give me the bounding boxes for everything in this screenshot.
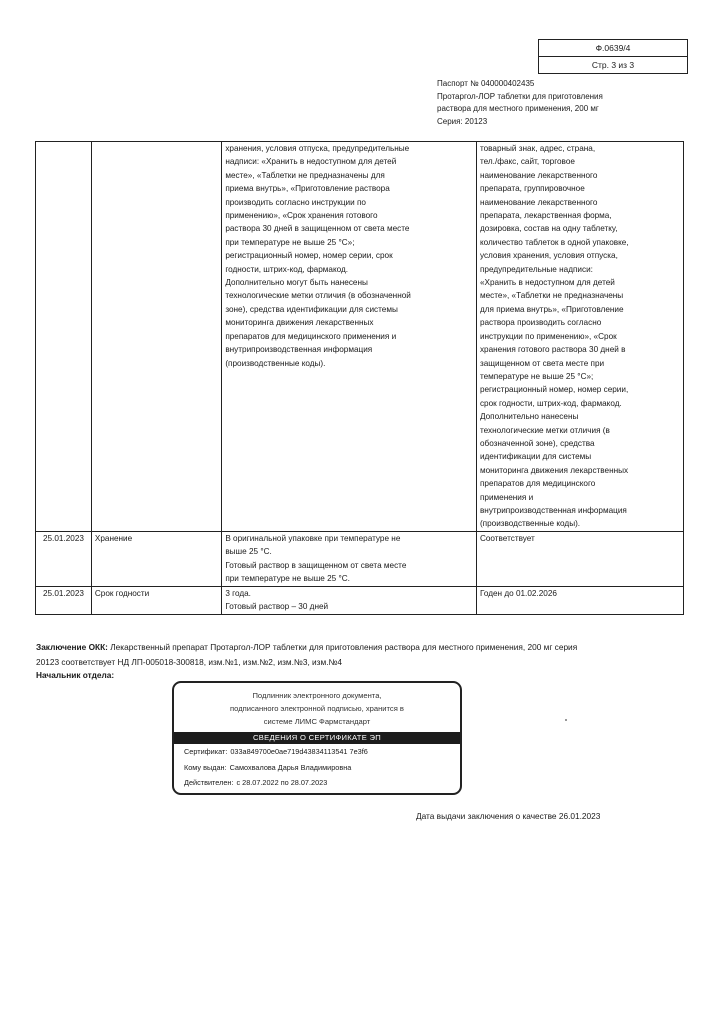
table-row (36, 532, 684, 587)
cell-date (36, 142, 92, 532)
quality-table (35, 141, 684, 615)
passport-header (437, 78, 603, 128)
issue-date: Дата выдачи заключения о качестве 26.01.2023 (416, 811, 601, 821)
stamp-text: Подлинник электронного документа, подписанного электронной подписью, хранится в системе ЛИМС Фармстандарт (230, 691, 404, 726)
cell-requirement: 3 года. Готовый раствор – 30 дней (222, 586, 477, 614)
cell-result: Годен до 01.02.2026 (476, 586, 683, 614)
electronic-signature-stamp (172, 681, 462, 795)
page-number: Стр. 3 из 3 (539, 56, 687, 73)
cell-result: товарный знак, адрес, страна, тел./факс, сайт, торговое наименование лекарственного препарата, группировочное наименование лекарственного препарата, лекарственная форма, дозировка, состав на одну таблетку, количество таблеток в одной упаковке, условия хранения, условия отпуска, предупредительные надписи: «Хранить в недоступном для детей месте», «Таблетки не предназначены для приема внутрь», «Приготовление раствора производить согласно инструкции по применению», «Срок хранения готового раствора 30 дней в защищенном от света месте при температуре не выше 25 °С»; регистрационный номер, номер серии, срок годности, штрих-код, фармакод. Дополнительно нанесены технологические метки отличия (в обозначенной зоне), средства идентификации для системы мониторинга движения лекарственных препаратов для медицинского применения и внутрипроизводственная информация (производственные коды). (476, 142, 683, 532)
cell-result: Соответствует (476, 532, 683, 587)
cell-requirement: В оригинальной упаковке при температуре не выше 25 °С. Готовый раствор в защищенном от света месте при температуре не выше 25 °С. (222, 532, 477, 587)
stamp-band: СВЕДЕНИЯ О СЕРТИФИКАТЕ ЭП (174, 732, 460, 744)
conclusion (36, 640, 596, 670)
validity-label: Действителен: (184, 778, 234, 787)
cell-date: 25.01.2023 (36, 532, 92, 587)
table-row (36, 142, 684, 532)
cell-indicator: Срок годности (91, 586, 221, 614)
conclusion-label: Заключение ОКК: (36, 642, 108, 652)
validity-line (184, 778, 327, 787)
cell-requirement: хранения, условия отпуска, предупредительные надписи: «Хранить в недоступном для детей месте», «Таблетки не предназначены для приема внутрь», «Приготовление раствора производить согласно инструкции по применению», «Срок хранения готового раствора 30 дней в защищенном от света месте при температуре не выше 25 °С»; регистрационный номер, номер серии, срок годности, штрих-код, фармакод. Дополнительно могут быть нанесены технологические метки отличия (в обозначенной зоне), средства идентификации для системы мониторинга движения лекарственных препаратов для медицинского применения и внутрипроизводственная информация (производственные коды). (222, 142, 477, 532)
scan-dot (565, 719, 567, 721)
validity-value: с 28.07.2022 по 28.07.2023 (236, 778, 328, 787)
cell-indicator (91, 142, 221, 532)
conclusion-text: Лекарственный препарат Протаргол-ЛОР таблетки для приготовления раствора для местного применения, 200 мг серия 20123 соответствует НД ЛП-005018-300818, изм.№1, изм.№2, изм.№3, изм.№4 (36, 642, 578, 667)
series: Серия: 20123 (437, 116, 488, 126)
form-code-box (538, 39, 688, 74)
certificate-value: 033a849700e0ae719d43834113541 7e3f6 (230, 747, 368, 756)
head-of-department-label: Начальник отдела: (36, 670, 115, 680)
table-row (36, 586, 684, 614)
product-name-line2: раствора для местного применения, 200 мг (437, 104, 599, 113)
cell-indicator: Хранение (91, 532, 221, 587)
passport-number: Паспорт № 040000402435 (437, 79, 535, 88)
certificate-label: Сертификат: (184, 747, 228, 756)
cell-date: 25.01.2023 (36, 586, 92, 614)
issued-to-label: Кому выдан: (184, 763, 227, 772)
issued-to-value: Самохвалова Дарья Владимировна (229, 763, 352, 772)
form-code: Ф.0639/4 (595, 43, 631, 53)
product-name-line1: Протаргол-ЛОР таблетки для приготовления (437, 91, 603, 101)
issued-to-line (184, 763, 351, 772)
certificate-line (184, 747, 368, 756)
